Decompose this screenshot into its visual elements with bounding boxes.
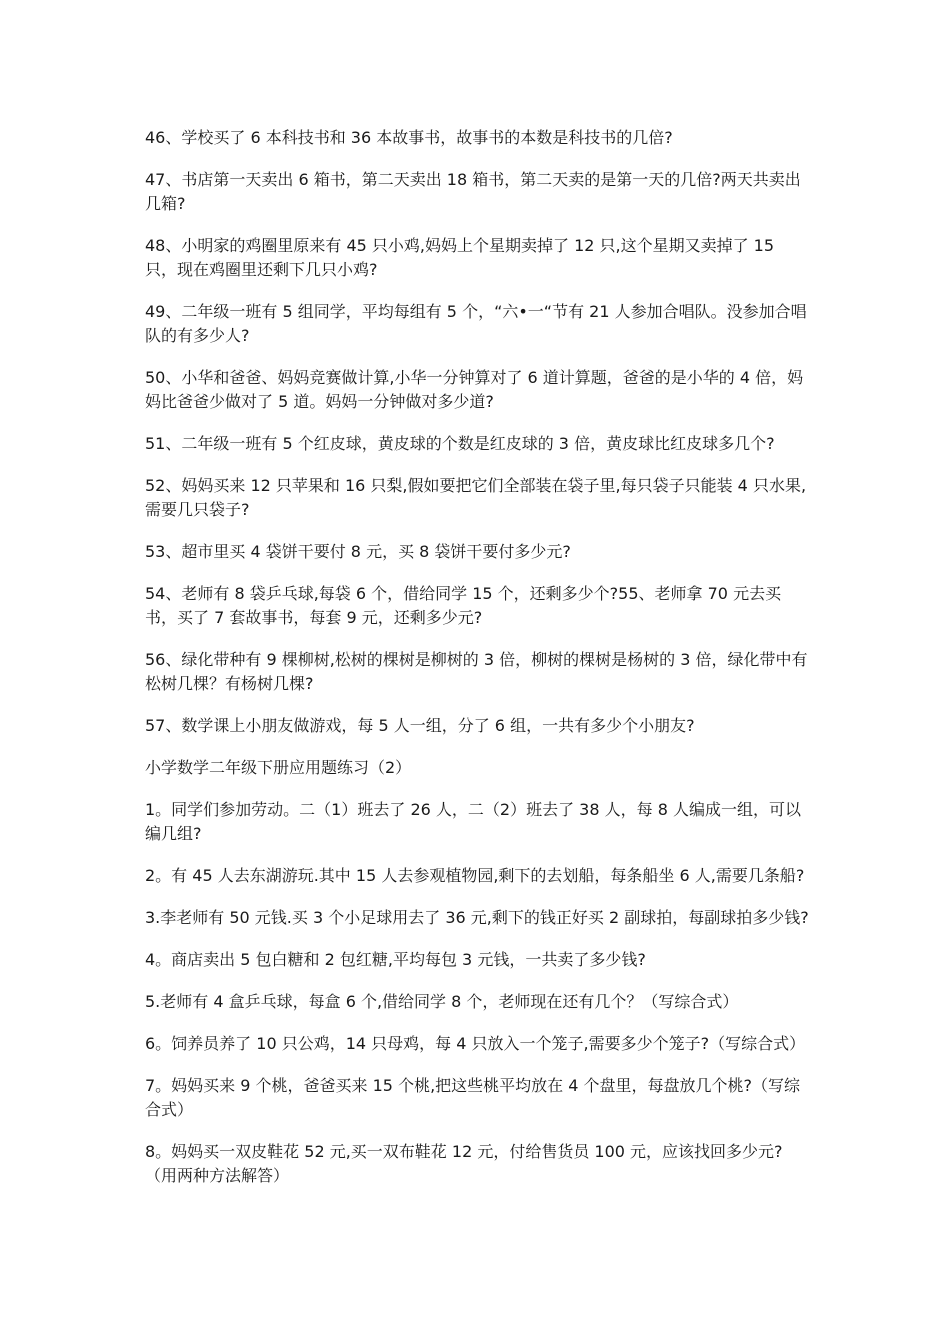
problem-57: 57、数学课上小朋友做游戏，每 5 人一组，分了 6 组，一共有多少个小朋友? — [145, 716, 695, 735]
problem-8: 8。妈妈买一双皮鞋花 52 元,买一双布鞋花 12 元，付给售货员 100 元，应该找回多少元?（用两种方法解答） — [145, 1142, 783, 1185]
problem-56: 56、绿化带种有 9 棵柳树,松树的棵树是柳树的 3 倍，柳树的棵树是杨树的 3 倍，绿化带中有松树几棵？有杨树几棵? — [145, 650, 808, 693]
problem-3: 3.李老师有 50 元钱.买 3 个小足球用去了 36 元,剩下的钱正好买 2 副球拍，每副球拍多少钱? — [145, 908, 809, 927]
document-page — [145, 126, 810, 1206]
problem-1: 1。同学们参加劳动。二（1）班去了 26 人，二（2）班去了 38 人，每 8 人编成一组，可以编几组? — [145, 800, 801, 843]
problem-6: 6。饲养员养了 10 只公鸡，14 只母鸡，每 4 只放入一个笼子,需要多少个笼子?（写综合式） — [145, 1034, 806, 1053]
problem-52: 52、妈妈买来 12 只苹果和 16 只梨,假如要把它们全部装在袋子里,每只袋子只能装 4 只水果,需要几只袋子? — [145, 476, 807, 519]
problem-7: 7。妈妈买来 9 个桃，爸爸买来 15 个桃,把这些桃平均放在 4 个盘里，每盘放几个桃?（写综合式） — [145, 1076, 800, 1119]
problem-48: 48、小明家的鸡圈里原来有 45 只小鸡,妈妈上个星期卖掉了 12 只,这个星期又卖掉了 15 只，现在鸡圈里还剩下几只小鸡? — [145, 236, 780, 279]
problem-5: 5.老师有 4 盒乒乓球，每盒 6 个,借给同学 8 个，老师现在还有几个？（写综合式） — [145, 992, 739, 1011]
section-heading: 小学数学二年级下册应用题练习（2） — [145, 758, 412, 777]
problem-47: 47、书店第一天卖出 6 箱书，第二天卖出 18 箱书，第二天卖的是第一天的几倍?两天共卖出几箱? — [145, 170, 801, 213]
problem-54-55: 54、老师有 8 袋乒乓球,每袋 6 个，借给同学 15 个，还剩多少个?55、老师拿 70 元去买书，买了 7 套故事书，每套 9 元，还剩多少元? — [145, 584, 782, 627]
problem-49: 49、二年级一班有 5 组同学，平均每组有 5 个，“六•一“节有 21 人参加合唱队。没参加合唱队的有多少人? — [145, 302, 807, 345]
problem-46: 46、学校买了 6 本科技书和 36 本故事书，故事书的本数是科技书的几倍? — [145, 128, 673, 147]
problem-50: 50、小华和爸爸、妈妈竞赛做计算,小华一分钟算对了 6 道计算题，爸爸的是小华的 4 倍，妈妈比爸爸少做对了 5 道。妈妈一分钟做对多少道? — [145, 368, 804, 411]
problem-2: 2。有 45 人去东湖游玩.其中 15 人去参观植物园,剩下的去划船，每条船坐 6 人,需要几条船? — [145, 866, 805, 885]
problem-51: 51、二年级一班有 5 个红皮球，黄皮球的个数是红皮球的 3 倍，黄皮球比红皮球多几个? — [145, 434, 775, 453]
problem-4: 4。商店卖出 5 包白糖和 2 包红糖,平均每包 3 元钱，一共卖了多少钱? — [145, 950, 646, 969]
problem-53: 53、超市里买 4 袋饼干要付 8 元，买 8 袋饼干要付多少元? — [145, 542, 571, 561]
